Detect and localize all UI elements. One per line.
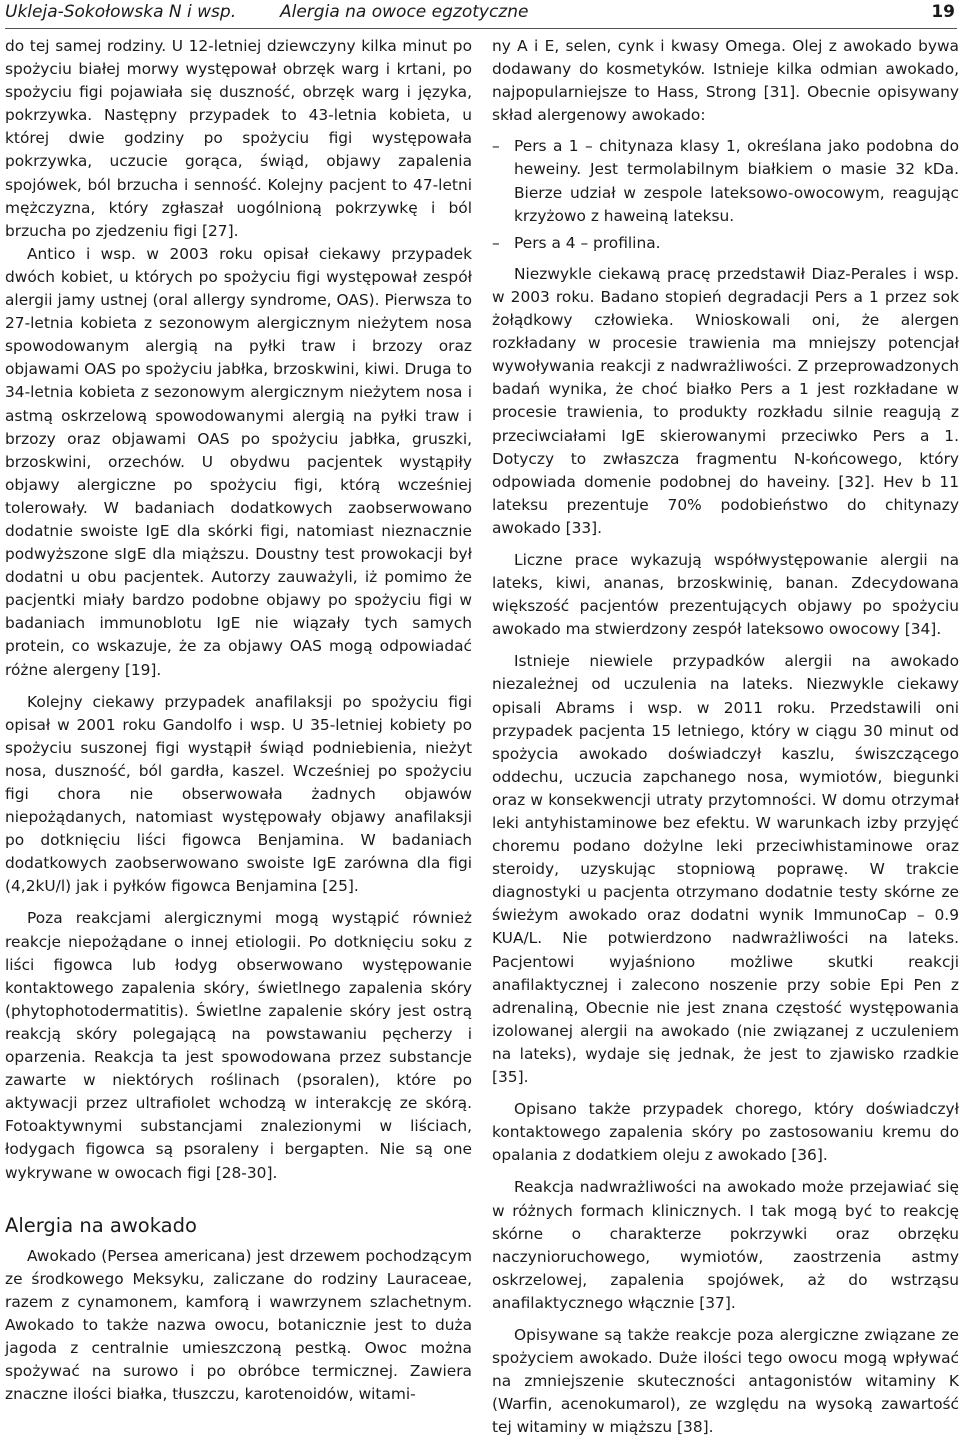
list-item [492,135,959,227]
header-running-title: Alergia na owoce egzotyczne [280,2,529,22]
list-item-text: Pers a 4 – profilina. [514,233,661,252]
allergen-list [492,135,959,254]
right-paragraph-6: Reakcja nadwrażliwości na awokado może przejawiać się w różnych formach klinicznych. I tak mogą być to reakcję skórne o charakterze pokrzywki oraz obrzęku naczynioruchowego, wymiotów, zaostrzenia astmy oskrzelowej, zapalenia spojówek, aż do wstrząsu anafilaktycznego włącznie [37]. [492,1178,959,1312]
running-header [5,0,955,27]
right-paragraph-5: Opisano także przypadek chorego, który doświadczył kontaktowego zapalenia skóry po zastosowaniu kremu do opalania z dodatkiem oleju z awokado [36]. [492,1100,959,1165]
left-paragraph-1: do tej samej rodziny. U 12-letniej dziewczyny kilka minut po spożyciu białej morwy występował obrzęk warg i krtani, po spożyciu figi pojawiała się duszność, obrzęk warg i języka, pokrzywka. Następny przypadek to 43-letnia kobieta, u której dwie godziny po spożyciu figi występowała pokrzywka, uczucie gorąca, świąd, objawy zapalenia spojówek, ból brzucha i senność. Kolejny pacjent to 47-letni mężczyzna, który zgłaszał uogólnioną pokrzywkę i ból brzucha po zjedzeniu figi [27]. [5,37,472,240]
header-authors: Ukleja-Sokołowska N i wsp. [5,2,237,22]
left-column [5,35,472,1406]
list-item-text: Pers a 1 – chitynaza klasy 1, określana jako podobna do heweiny. Jest termolabilnym białkiem o masie 32 kDa. Bierze udział w zespole lateksowo-owocowym, reagując krzyżowo z haweiną lateksu. [514,137,959,225]
right-paragraph-4: Istnieje niewiele przypadków alergii na awokado niezależnej od uczulenia na lateks. Niezwykle ciekawy opisali Abrams i wsp. w 2011 roku. Przedstawili oni przypadek pacjenta 15 letniego, który w ciągu 30 minut od spożycia awokado doświadczył kaszlu, świszczącego oddechu, uczucia zapchanego nosa, wymiotów, biegunki oraz w konsekwencji utraty przytomności. W domu otrzymał leki antyhistaminowe bez efektu. W warunkach izby przyjęć choremu podano dożylne leki przeciwhistaminowe oraz steroidy, uzyskując stopniową poprawę. W trakcie diagnostyki u pacjenta otrzymano dodatnie testy skórne ze świeżym awokado oraz dodatni wynik ImmunoCap – 0.9 KUA/L. Nie potwierdzono nadwrażliwości na lateks. Pacjentowi wyjaśniono możliwe skutki reakcji anafilaktycznej i zalecono noszenie przy sobie Epi Pen z adrenaliną, Obecnie nie jest znana częstość występowania izolowanej alergii na awokado (nie związanej z uczuleniem na lateks), wydaje się jednak, że jest to zjawisko rzadkie [35]. [492,652,959,1087]
left-paragraph-4: Poza reakcjami alergicznymi mogą wystąpić również reakcje niepożądane o innej etiologii. Po dotknięciu soku z liści figowca lub łodyg obserwowano występowanie kontaktowego zapalenia skóry, świetlnego zapalenia skóry (phytophotodermatitis). Świetlne zapalenie skóry jest ostrą reakcją skóry polegającą na powstawaniu pęcherzy i oparzenia. Reakcja ta jest spowodowana przez substancje zawarte w niektórych roślinach (psoralen), które po aktywacji przez ultrafiolet wchodzą w interakcję ze skórą. Fotoaktywnymi substancjami znalezionymi w liściach, łodygach figowca są psoraleny i bergapten. Nie są one wykrywane w owocach figi [28-30]. [5,909,472,1182]
left-paragraph-5: Awokado (Persea americana) jest drzewem pochodzącym ze środkowego Meksyku, zaliczane do rodziny Lauraceae, razem z cynamonem, kamforą i wawrzynem szlachetnym. Awokado to także nazwa owocu, botanicznie jest to duża jagoda z centralnie umieszczoną pestką. Owoc można spożywać na surowo i po obróbce termicznej. Zawiera znaczne ilości białka, tłuszczu, karotenoidów, witami- [5,1246,472,1404]
header-rule [5,28,957,29]
left-paragraph-2: Antico i wsp. w 2003 roku opisał ciekawy przypadek dwóch kobiet, u których po spożyciu figi występował zespół alergii jamy ustnej (oral allergy syndrome, OAS). Pierwsza to 27-letnia kobieta z sezonowym alergicznym nieżytem nosa spowodowanym alergią na pyłki traw i brzozy oraz objawami OAS po spożyciu jabłka, brzoskwini, kiwi. Druga to 34-letnia kobieta z sezonowym alergicznym nieżytem nosa i astmą oskrzelową spowodowanymi alergią na pyłki traw i brzozy oraz objawami OAS po spożyciu jabłka, gruszki, brzoskwini, orzechów. U obydwu pacjentek wystąpiły objawy alergiczne po spożyciu figi, którą wcześniej tolerowały. W badaniach dodatkowych zaobserwowano dodatnie swoiste IgE dla skórki figi, natomiast nieznacznie podwyższone sIgE dla miąższu. Doustny test prowokacji był dodatni u obu pacjentek. Autorzy zauważyli, iż pomimo że pacjentki miały bardzo podobne objawy po spożyciu figi w badaniach immunoblotu IgE nie wiązały tych samych protein, co wskazuje, że za objawy OAS mogą odpowiadać różne alergeny [19]. [5,244,472,679]
right-paragraph-3: Liczne prace wykazują współwystępowanie alergii na lateks, kiwi, ananas, brzoskwinię, banan. Zdecydowana większość pacjentów prezentujących objawy po spożyciu awokado ma stwierdzony zespół lateksowo owocowy [34]. [492,550,959,639]
right-paragraph-2: Niezwykle ciekawą pracę przedstawił Diaz-Perales i wsp. w 2003 roku. Badano stopień degradacji Pers a 1 przez sok żołądkowy człowieka. Wnioskowali oni, że alergen rozkładany w procesie trawienia ma mniejszy potencjał wywoływania reakcji z nadwrażliwości. Z przeprowadzonych badań wynika, że choć białko Pers a 1 jest rozkładane w procesie trawienia, to produkty rozkładu silnie reagują z przeciwciałami IgE skierowanymi przeciwko Pers a 1. Dotyczy to zwłaszcza fragmentu N-końcowego, który odpowiada domenie podobnej do haveiny. [32]. Hev b 11 lateksu prezentuje 70% podobieństwo do chitynazy awokado [33]. [492,264,959,537]
right-column [492,35,959,1439]
list-item [492,232,959,255]
left-paragraph-3: Kolejny ciekawy przypadek anafilaksji po spożyciu figi opisał w 2001 roku Gandolfo i wsp. U 35-letniej kobiety po spożyciu suszonej figi wystąpił świąd podniebienia, nieżyt nosa, duszność, ból gardła, kaszel. Wcześniej po spożyciu figi chora nie obserwowała żadnych objawów niepożądanych, natomiast występowały objawy anafilaksji po dotknięciu liści figowca Benjamina. W badaniach dodatkowych zaobserwowano swoiste IgE zarówna dla figi (4,2kU/l) jak i pyłków figowca Benjamina [25]. [5,692,472,896]
list-dash: – [492,137,500,156]
right-paragraph-7: Opisywane są także reakcje poza alergiczne związane ze spożyciem awokado. Duże ilości tego owocu mogą wpływać na zmniejszenie skuteczności antagonistów witaminy K (Warfin, acenokumarol), ze względu na wysoką zawartość tej witaminy w miąższu [38]. [492,1325,959,1437]
page-number: 19 [931,2,955,22]
section-heading-avocado: Alergia na awokado [5,1213,197,1237]
right-paragraph-1: ny A i E, selen, cynk i kwasy Omega. Olej z awokado bywa dodawany do kosmetyków. Istnieje kilka odmian awokado, najpopularniejsze to Hass, Strong [31]. Obecnie opisywany skład alergenowy awokado: [492,37,959,125]
list-dash: – [492,233,500,252]
